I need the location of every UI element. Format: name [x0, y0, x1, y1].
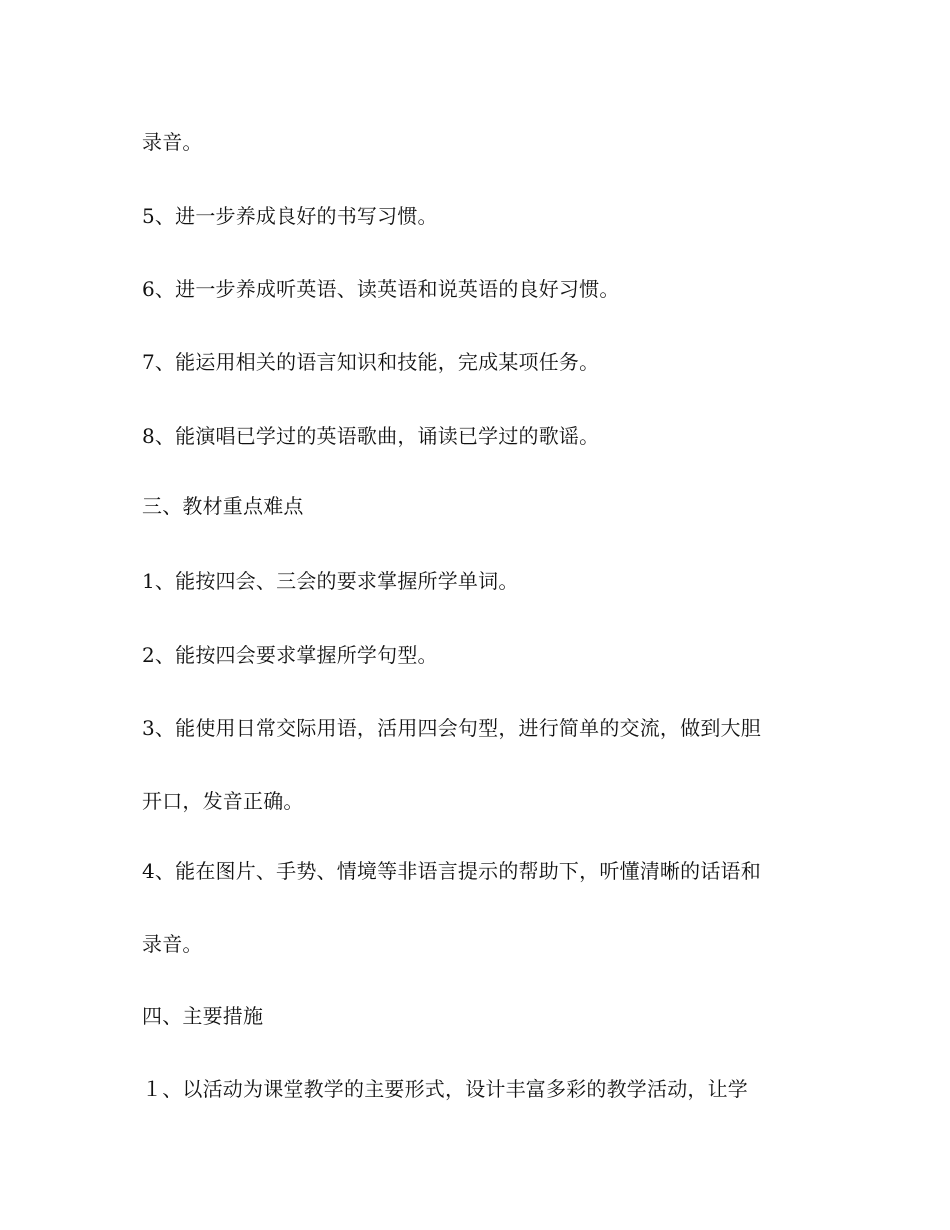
text-line: 录音。: [142, 130, 203, 154]
text-line: 4、能在图片、手势、情境等非语言提示的帮助下，听懂清晰的话语和: [142, 859, 761, 883]
section-heading: 三、教材重点难点: [142, 494, 304, 518]
text-line: 2、能按四会要求掌握所学句型。: [142, 643, 438, 667]
section-heading: 四、主要措施: [142, 1004, 264, 1028]
text-line: １、以活动为课堂教学的主要形式，设计丰富多彩的教学活动，让学: [142, 1077, 748, 1101]
text-line: 7、能运用相关的语言知识和技能，完成某项任务。: [142, 350, 600, 374]
text-line: 5、进一步养成良好的书写习惯。: [142, 204, 438, 228]
text-line: 1、能按四会、三会的要求掌握所学单词。: [142, 569, 519, 593]
text-line: 录音。: [142, 932, 203, 956]
text-line: 8、能演唱已学过的英语歌曲，诵读已学过的歌谣。: [142, 424, 600, 448]
text-line: 6、进一步养成听英语、读英语和说英语的良好习惯。: [142, 277, 620, 301]
text-line: 开口，发音正确。: [142, 789, 304, 813]
text-line: 3、能使用日常交际用语，活用四会句型，进行简单的交流，做到大胆: [142, 716, 761, 740]
